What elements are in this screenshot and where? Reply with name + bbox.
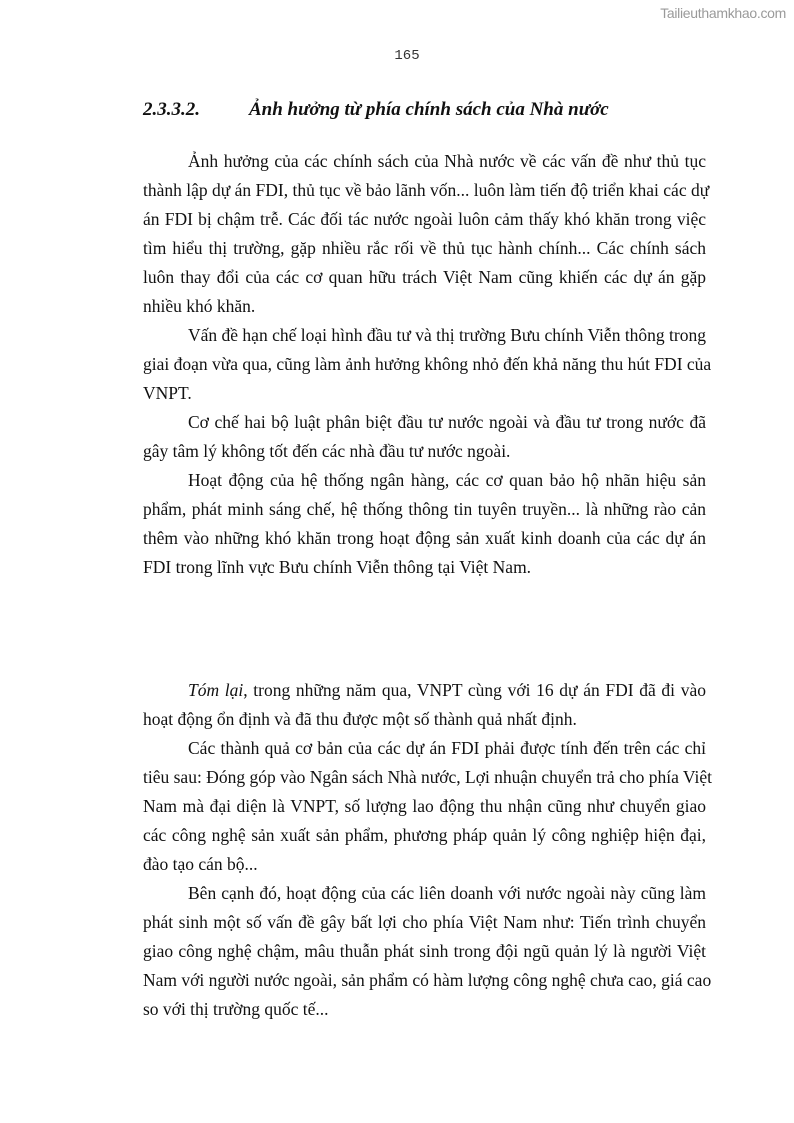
page-number: 165 [394,48,420,64]
body-block-2 [143,676,712,1024]
paragraph-line: VNPT. [143,383,192,403]
paragraph-line: đào tạo cán bộ... [143,854,258,874]
paragraph-line: thêm vào những khó khăn trong hoạt động sản xuất kinh doanh của các dự án [143,528,706,548]
paragraph-line: Hoạt động của hệ thống ngân hàng, các cơ quan bảo hộ nhãn hiệu sản [188,470,706,490]
paragraph-line: Ảnh hưởng của các chính sách của Nhà nước về các vấn đề như thủ tục [188,151,706,171]
section-heading [143,99,609,121]
paragraph-line: Vấn đề hạn chế loại hình đầu tư và thị trường Bưu chính Viễn thông trong [188,325,706,345]
paragraph-line: giao công nghệ chậm, mâu thuẫn phát sinh trong đội ngũ quản lý là người Việt [143,941,706,961]
section-number: 2.3.3.2. [143,99,200,120]
paragraph-line: tiêu sau: Đóng góp vào Ngân sách Nhà nước, Lợi nhuận chuyển trả cho phía Việt [143,767,712,787]
paragraph-line: Nam mà đại diện là VNPT, số lượng lao động thu nhận cũng như chuyển giao [143,796,706,816]
paragraph-line: án FDI bị chậm trễ. Các đối tác nước ngoài luôn cảm thấy khó khăn trong việc [143,209,706,229]
watermark: Tailieuthamkhao.com [660,5,786,21]
paragraph-line: phát sinh một số vấn đề gây bất lợi cho phía Việt Nam như: Tiến trình chuyển [143,912,706,932]
line-text: , trong những năm qua, VNPT cùng với 16 dự án FDI đã đi vào [243,680,706,700]
paragraph-line: giai đoạn vừa qua, cũng làm ảnh hưởng không nhỏ đến khả năng thu hút FDI của [143,354,712,374]
paragraph-line: nhiều khó khăn. [143,296,256,316]
paragraph-line: thành lập dự án FDI, thủ tục về bảo lãnh vốn... luôn làm tiến độ triển khai các dự [143,180,710,200]
paragraph-line [143,676,706,705]
paragraph-line: luôn thay đổi của các cơ quan hữu trách Việt Nam cũng khiến các dự án gặp [143,267,706,287]
paragraph-line: Nam với người nước ngoài, sản phẩm có hàm lượng công nghệ chưa cao, giá cao [143,970,712,990]
paragraph-line: phẩm, phát minh sáng chế, hệ thống thông tin tuyên truyền... là những rào cản [143,499,706,519]
paragraph-line: so với thị trường quốc tế... [143,999,329,1019]
paragraph-line: Cơ chế hai bộ luật phân biệt đầu tư nước ngoài và đầu tư trong nước đã [188,412,706,432]
emphasis-text: Tóm lại [188,680,244,700]
paragraph-line: hoạt động ổn định và đã thu được một số thành quả nhất định. [143,709,577,729]
paragraph-line: Bên cạnh đó, hoạt động của các liên doanh với nước ngoài này cũng làm [188,883,706,903]
paragraph-line: gây tâm lý không tốt đến các nhà đầu tư nước ngoài. [143,441,511,461]
paragraph-line: tìm hiểu thị trường, gặp nhiều rắc rối về thủ tục hành chính... Các chính sách [143,238,706,258]
section-title: Ảnh hưởng từ phía chính sách của Nhà nước [249,99,609,120]
body-block-1 [143,147,712,582]
paragraph-line: các công nghệ sản xuất sản phẩm, phương pháp quản lý công nghiệp hiện đại, [143,825,706,845]
paragraph-line: Các thành quả cơ bản của các dự án FDI phải được tính đến trên các chỉ [188,738,706,758]
paragraph-line: FDI trong lĩnh vực Bưu chính Viễn thông tại Việt Nam. [143,557,532,577]
